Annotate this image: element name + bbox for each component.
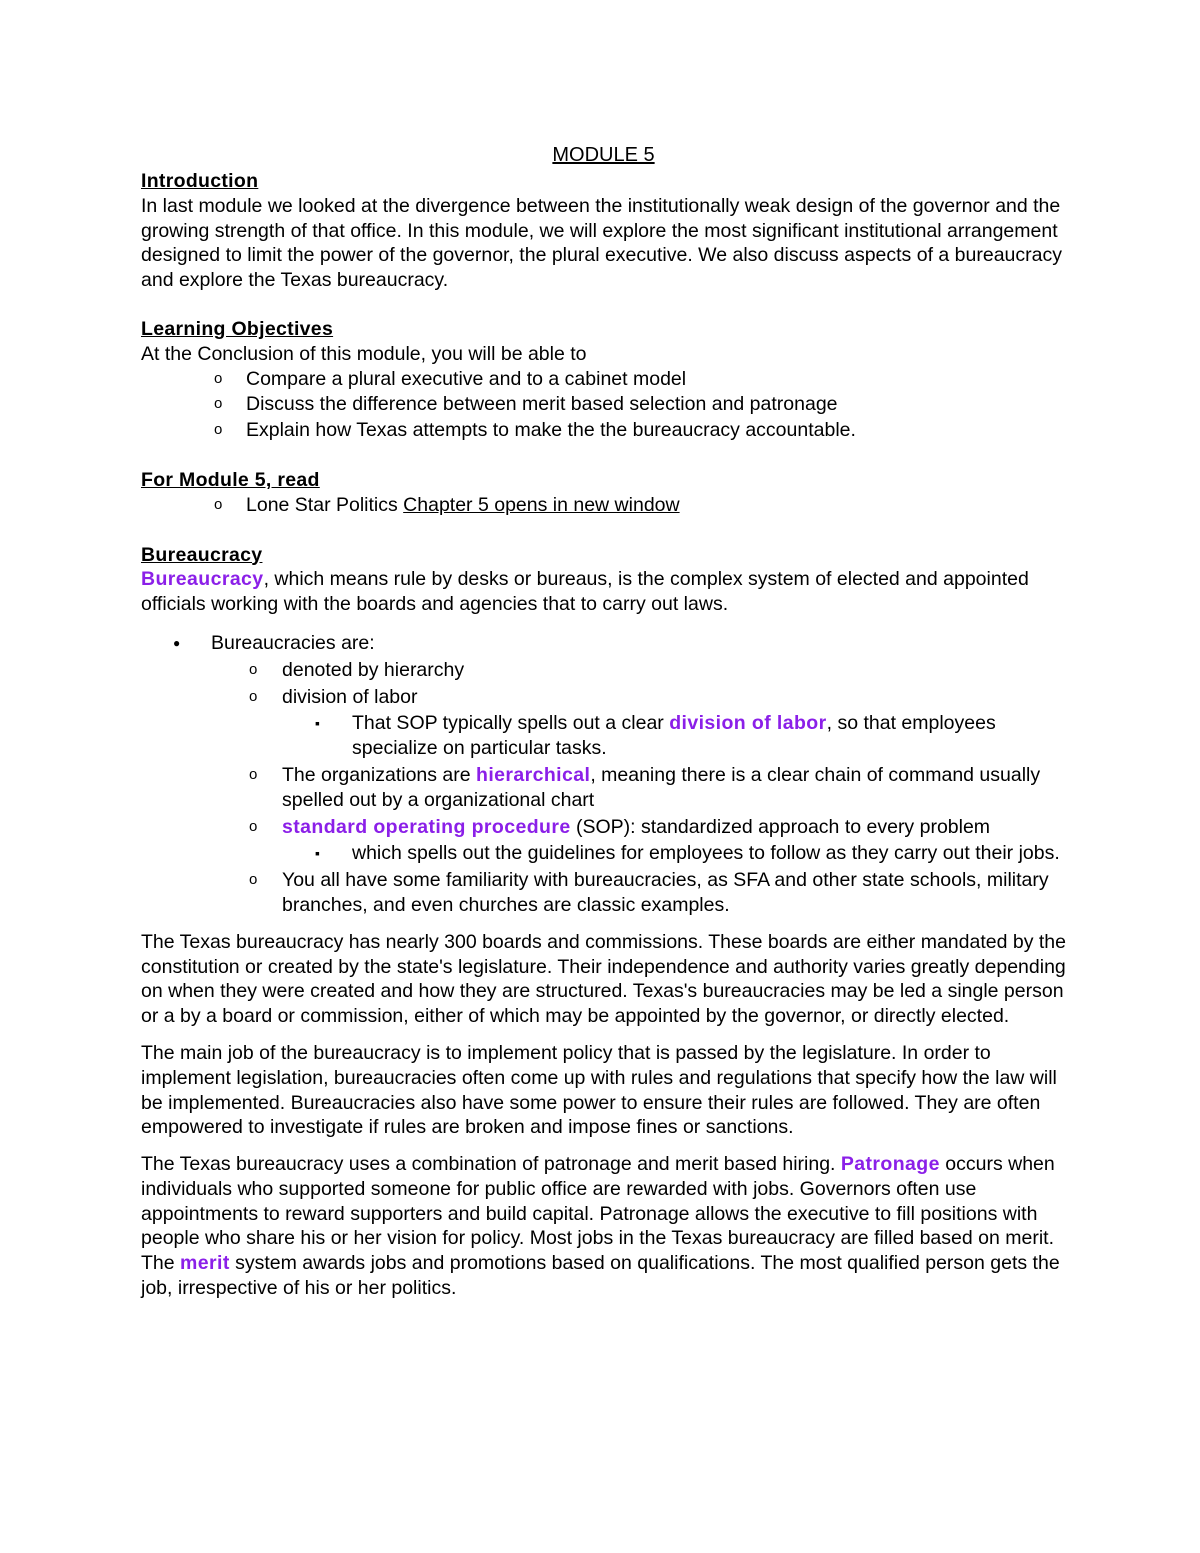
intro-text: In last module we looked at the divergence between the institutionally weak design of the governor and the growing strength of that office. In this module, we will explore the most significant institutional arrangement designed to limit the power of the governor, the plural executive. We also discuss aspects of a bureaucracy and explore the Texas bureaucracy. — [141, 194, 1062, 292]
keyword-merit: merit — [180, 1252, 230, 1275]
bureaucracy-list — [141, 631, 1066, 918]
list-item: o denoted by hierarchy — [211, 658, 1066, 683]
list-item: ▪ which spells out the guidelines for employees to follow as they carry out their jobs. — [282, 841, 1066, 866]
document-body — [141, 141, 1066, 1301]
bureaucracy-definition: Bureaucracy, which means rule by desks or bureaus, is the complex system of elected and appointed officials working with the boards and agencies that to carry out laws. — [141, 568, 1029, 616]
list-item: ▪ That SOP typically spells out a clear division of labor, so that employees specialize on particular tasks. — [282, 711, 1066, 761]
reading-list — [141, 493, 1066, 518]
list-item: o Compare a plural executive and to a cabinet model — [141, 367, 1066, 392]
bureaucracy-heading: Bureaucracy — [141, 543, 263, 566]
objectives-heading: Learning Objectives — [141, 317, 334, 340]
keyword-patronage: Patronage — [840, 1153, 940, 1176]
list-item: o You all have some familiarity with bureaucracies, as SFA and other state schools, military branches, and even churches are classic examples. — [211, 868, 1066, 918]
list-item — [141, 493, 1066, 518]
intro-heading: Introduction — [141, 170, 259, 192]
keyword-bureaucracy: Bureaucracy — [141, 568, 264, 591]
list-item: o standard operating procedure (SOP): standardized approach to every problem ▪ which spells out the guidelines for employees to follow as they carry out their jobs. — [211, 815, 1066, 867]
chapter-link[interactable]: Chapter 5 opens in new window — [403, 493, 680, 516]
paragraph-implementation: The main job of the bureaucracy is to implement policy that is passed by the legislature. In order to implement legislation, bureaucracies often come up with rules and regulations that specify how the law will be implemented. Bureaucracies also have some power to ensure their rules are followed. They are often empowered to investigate if rules are broken and impose fines or sanctions. — [141, 1041, 1057, 1139]
keyword-sop: standard operating procedure — [282, 815, 571, 838]
list-item: o division of labor ▪ That SOP typically spells out a clear division of labor, so that employees specialize on particular tasks. — [211, 685, 1066, 761]
list-item: o Explain how Texas attempts to make the the bureaucracy accountable. — [141, 418, 1066, 443]
list-item: ● Bureaucracies are: o denoted by hierarchy o division of labor ▪ That SOP typically spells out a clear division of labor, so that employees specialize on particular tasks. o The organizations are hierarchical, meaning there is a clear chain of command usually spelled out by a organizational chart o standard operating procedure (SOP): standardized approach to every problem ▪ which spells out the guidelines for employees to follow as they carry out their jobs. o You all have some familiarity with bureaucracies, as SFA and other state schools, military branches, and even churches are classic examples. — [141, 631, 1066, 918]
list-item: o Discuss the difference between merit based selection and patronage — [141, 392, 1066, 417]
objectives-list — [141, 367, 1066, 443]
keyword-division-of-labor: division of labor — [669, 712, 827, 735]
reading-heading: For Module 5, read — [141, 468, 320, 491]
reading-prefix: Lone Star Politics — [246, 493, 404, 516]
list-item: o The organizations are hierarchical, meaning there is a clear chain of command usually spelled out by a organizational chart — [211, 763, 1066, 813]
page-title: MODULE 5 — [552, 144, 655, 166]
paragraph-boards: The Texas bureaucracy has nearly 300 boards and commissions. These boards are either mandated by the constitution or created by the state's legislature. Their independence and authority varies greatly depending on when they were created and how they are structured. Texas's bureaucracies may be led a single person or a by a board or commission, either of which may be appointed by the governor, or directly elected. — [141, 930, 1066, 1028]
keyword-hierarchical: hierarchical — [476, 763, 591, 786]
paragraph-hiring: The Texas bureaucracy uses a combination of patronage and merit based hiring. Patronage occurs when individuals who supported someone for public office are rewarded with jobs. Governors often use appointments to reward supporters and build capital. Patronage allows the executive to fill positions with people who share his or her vision for policy. Most jobs in the Texas bureaucracy are filled based on merit. The merit system awards jobs and promotions based on qualifications. The most qualified person gets the job, irrespective of his or her politics. — [141, 1153, 1060, 1300]
objectives-lead: At the Conclusion of this module, you will be able to — [141, 342, 587, 365]
